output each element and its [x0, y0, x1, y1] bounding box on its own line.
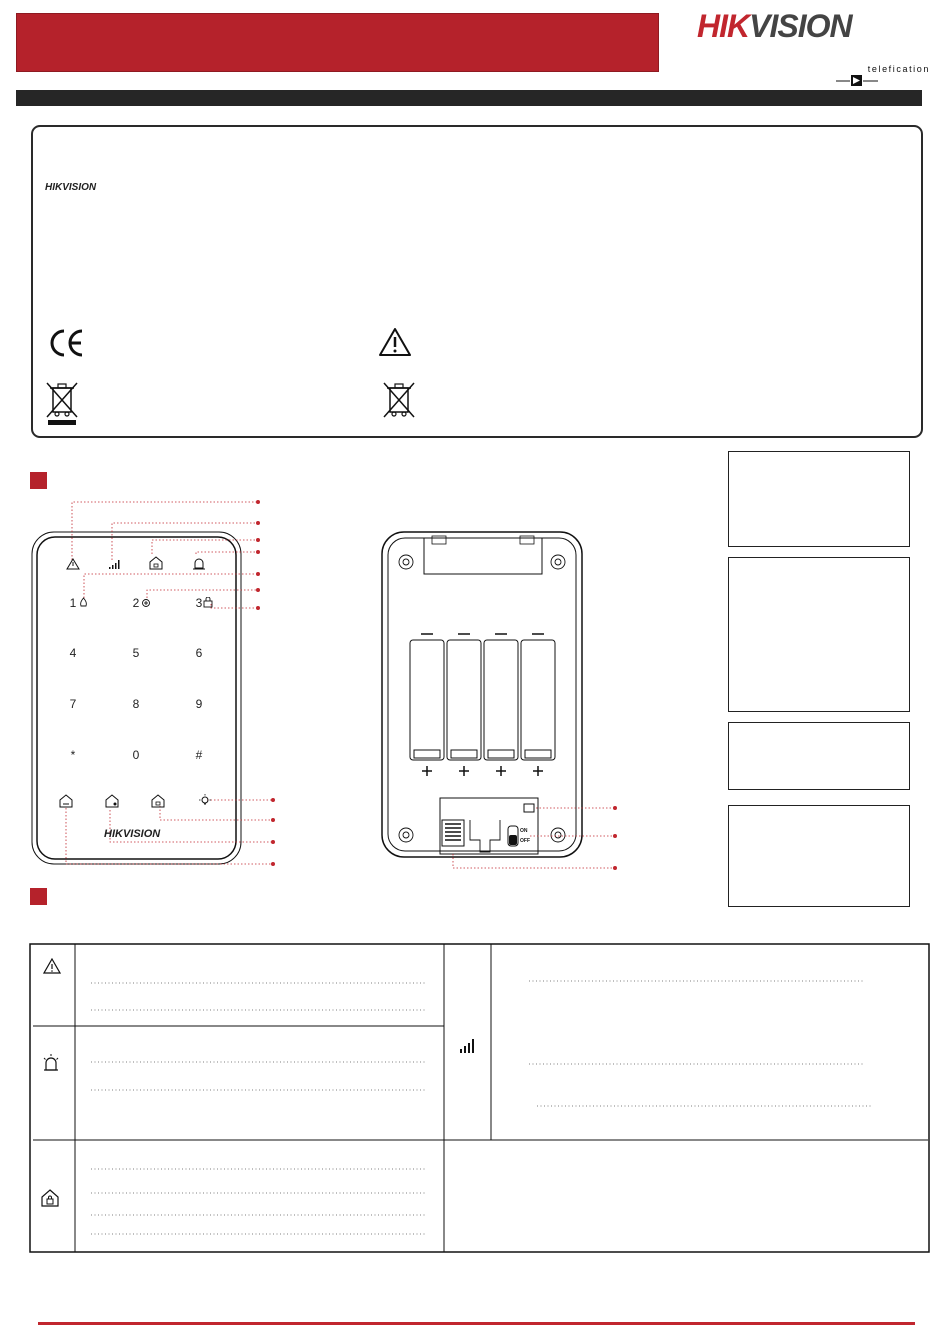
- hikvision-logo: [697, 6, 897, 46]
- side-note-box-3: [728, 722, 910, 790]
- switch-off-label: OFF: [520, 838, 530, 844]
- header-rule: [16, 90, 922, 106]
- regulatory-info-box: [31, 125, 923, 438]
- key-8[interactable]: 8: [132, 697, 140, 711]
- section-marker-indicators: [30, 888, 47, 905]
- warning-icon: [378, 327, 412, 357]
- signal-icon: [108, 558, 122, 570]
- indicator-legend-table: [29, 943, 930, 1253]
- keypad-brand-logo: [104, 826, 168, 840]
- key-1[interactable]: 1: [69, 596, 77, 610]
- telefication-text: telefication: [867, 64, 930, 74]
- svg-text:HIKVISION: HIKVISION: [45, 182, 97, 192]
- telefication-logo: [834, 64, 930, 88]
- svg-text:HIKVISION: HIKVISION: [104, 828, 161, 840]
- side-note-box-2: [728, 557, 910, 712]
- side-note-box-4: [728, 805, 910, 907]
- key-2[interactable]: 2: [132, 596, 140, 610]
- siren-icon: [42, 1054, 60, 1072]
- ce-mark-icon: [48, 328, 86, 358]
- hikvision-small-logo: [45, 180, 103, 192]
- section-marker-appearance: [30, 472, 47, 489]
- weee-bin-icon: [44, 380, 80, 426]
- key-hash[interactable]: #: [195, 748, 203, 762]
- home-lock-icon: [149, 556, 163, 570]
- side-note-box-1: [728, 451, 910, 547]
- footer-rule: [38, 1322, 915, 1325]
- keypad-front-diagram: [30, 490, 290, 875]
- key-5[interactable]: 5: [132, 646, 140, 660]
- disarm-icon[interactable]: [151, 794, 165, 808]
- weee-bin-icon: [381, 380, 417, 418]
- key-3[interactable]: 3: [195, 596, 203, 610]
- home-lock-icon: [41, 1189, 59, 1207]
- stay-arm-icon[interactable]: [105, 794, 119, 808]
- svg-text:HIKVISION: HIKVISION: [697, 8, 852, 44]
- warning-icon: [43, 958, 61, 974]
- light-icon[interactable]: [198, 794, 212, 808]
- panic-icon: [203, 597, 213, 608]
- away-arm-icon[interactable]: [59, 794, 73, 808]
- switch-on-label: ON: [520, 828, 528, 834]
- siren-icon: [192, 556, 206, 570]
- key-star[interactable]: *: [70, 748, 76, 762]
- key-4[interactable]: 4: [69, 646, 77, 660]
- key-7[interactable]: 7: [69, 697, 77, 711]
- key-0[interactable]: 0: [132, 748, 140, 762]
- warning-icon: [66, 558, 80, 570]
- medical-icon: [141, 597, 151, 608]
- signal-icon: [459, 1036, 477, 1054]
- title-banner: [16, 13, 659, 72]
- keypad-back-diagram: [380, 530, 630, 875]
- key-9[interactable]: 9: [195, 697, 203, 711]
- key-6[interactable]: 6: [195, 646, 203, 660]
- fire-icon: [79, 597, 88, 608]
- telefication-mark-icon: [834, 74, 930, 88]
